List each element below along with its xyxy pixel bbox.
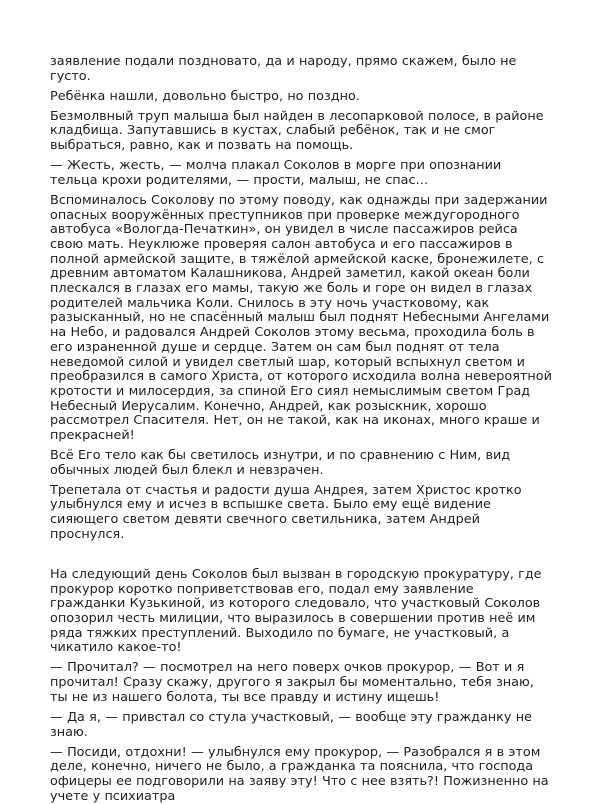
paragraph: — Прочитал? — посмотрел на него поверх очков прокурор, — Вот и я прочитал! Сразу скажу, другого я закрыл бы моментально, тебя знаю, ты не из нашего болота, ты все правду и истину ищешь! [50, 661, 553, 705]
paragraph: Трепетала от счастья и радости душа Андрея, затем Христос кротко улыбнулся ему и исчез в вспышке света. Было ему ещё видение сияющего светом девяти свечного светильника, затем Андрей проснулся. [50, 484, 553, 543]
paragraph: Ребёнка нашли, довольно быстро, но поздно. [50, 90, 553, 105]
paragraph: Безмолвный труп малыша был найден в лесопарковой полосе, в районе кладбища. Запутавшись в кустах, слабый ребёнок, так и не смог выбраться, равно, как и позвать на помощь. [50, 110, 553, 154]
paragraph: — Посиди, отдохни! — улыбнулся ему прокурор, — Разобрался я в этом деле, конечно, ничего не было, а гражданка та пояснила, что господа офицеры ее подговорили на заяву эту! Что с нее взять?! Пожизненно на учете у психиатра [50, 746, 553, 804]
paragraph: Всё Его тело как бы светилось изнутри, и по сравнению с Ним, вид обычных людей был блекл и невзрачен. [50, 449, 553, 478]
paragraph: На следующий день Соколов был вызван в городскую прокуратуру, где прокурор коротко поприветствовав его, подал ему заявление гражданки Кузькиной, из которого следовало, что участковый Соколов опозорил честь милиции, что выразилось в совершении против неё им ряда тяжких преступлений. Выходило по бумаге, не участковый, а чикатило какое-то! [50, 568, 553, 656]
paragraph: — Жесть, жесть, — молча плакал Соколов в морге при опознании тельца крохи родителями, — прости, малыш, не спас… [50, 159, 553, 188]
paragraph: — Да я, — привстал со стула участковый, — вообще эту гражданку не знаю. [50, 711, 553, 740]
paragraph: заявление подали поздновато, да и народу, прямо скажем, было не густо. [50, 55, 553, 84]
paragraph: Вспоминалось Соколову по этому поводу, как однажды при задержании опасных вооружённых преступников при проверке междугородного автобуса «Вологда-Печаткин», он увидел в числе пассажиров рейса свою мать. Неуклюже проверяя салон автобуса и его пассажиров в полной армейской защите, в тяжёлой армейской каске, бронежилете, с древним автоматом Калашникова, Андрей заметил, какой океан боли плескался в глазах его мамы, такую же боль и горе он видел в глазах родителей мальчика Коли. Снилось в эту ночь участковому, как разысканный, но не спасённый малыш был поднят Небесными Ангелами на Небо, и радовался Андрей Соколов этому весьма, проходила боль в его израненной душе и сердце. Затем он сам был поднят от тела неведомой силой и увидел светлый шар, который вспыхнул светом и преобразился в самого Христа, от которого исходила волна невероятной кротости и милосердия, за спиной Его сиял немыслимым светом Град Небесный Иерусалим. Конечно, Андрей, как розыскник, хорошо рассмотрел Спасителя. Нет, он не такой, как на иконах, много краше и прекрасней! [50, 194, 553, 444]
section-break [50, 548, 553, 568]
